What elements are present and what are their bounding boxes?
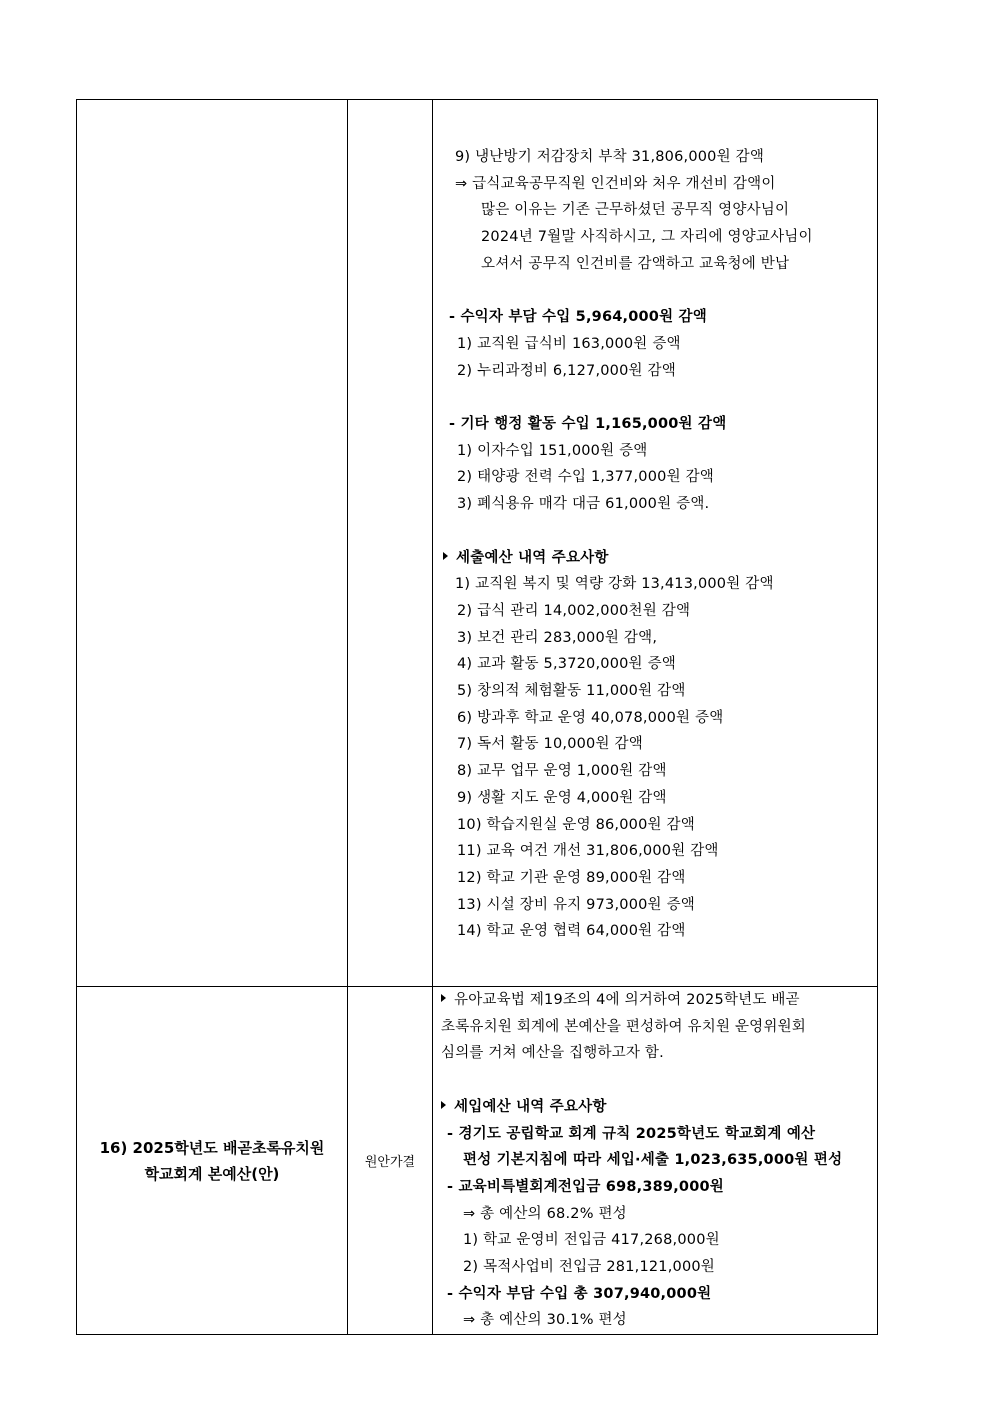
- detail-line: [433, 171, 877, 198]
- detail-line: [433, 278, 877, 305]
- detail-line-text: 9) 냉난방기 저감장치 부착 31,806,000원 감액: [455, 149, 765, 165]
- detail-line: [433, 731, 877, 758]
- detail-line-text: 8) 교무 업무 운영 1,000원 감액: [457, 763, 667, 780]
- agenda-title-cell-empty: [77, 100, 348, 987]
- details-content: [433, 987, 877, 1334]
- detail-line: [433, 1201, 877, 1228]
- detail-line-text: 1) 교직원 복지 및 역량 강화 13,413,000원 감액: [455, 576, 774, 593]
- status-cell-empty: [348, 100, 433, 987]
- detail-line-text: ⇒ 총 예산의 30.1% 편성: [463, 1312, 627, 1329]
- detail-line: [433, 1040, 877, 1067]
- detail-line-text: 3) 보건 관리 283,000원 감액,: [457, 629, 658, 646]
- detail-line: [433, 331, 877, 358]
- detail-line-text: 14) 학교 운영 협력 64,000원 감액: [457, 923, 686, 940]
- detail-line: [433, 678, 877, 705]
- detail-line: [433, 918, 877, 945]
- detail-line: [433, 1227, 877, 1254]
- detail-line: [433, 1254, 877, 1281]
- detail-line: [433, 438, 877, 465]
- detail-line: [433, 865, 877, 892]
- agenda-title-line2: 학교회계 본예산(안): [144, 1164, 280, 1183]
- detail-line-text: 유아교육법 제19조의 4에 의거하여 2025학년도 배곧: [454, 992, 800, 1008]
- detail-line: [433, 987, 877, 1014]
- table-row: [77, 987, 878, 1335]
- detail-line-text: 1) 교직원 급식비 163,000원 증액: [457, 335, 681, 352]
- detail-line: [433, 224, 877, 251]
- detail-line: [433, 491, 877, 518]
- agenda-title-line1: 16) 2025학년도 배곧초록유치원: [99, 1138, 325, 1157]
- detail-line-text: 7) 독서 활동 10,000원 감액: [457, 736, 643, 753]
- detail-line: [433, 838, 877, 865]
- detail-line-text: - 수익자 부담 수입 총 307,940,000원: [447, 1285, 712, 1302]
- details-cell: [433, 100, 878, 987]
- detail-line-text: 세출예산 내역 주요사항: [456, 549, 609, 566]
- detail-line: [433, 518, 877, 545]
- detail-line: [433, 358, 877, 385]
- bullet-triangle-icon: [441, 994, 446, 1002]
- detail-line: [433, 598, 877, 625]
- detail-line: [433, 197, 877, 224]
- detail-line-text: 13) 시설 장비 유지 973,000원 증액: [457, 896, 695, 913]
- details-content: [433, 100, 877, 945]
- detail-line: [433, 545, 877, 572]
- detail-line-text: 초록유치원 회계에 본예산을 편성하여 유치원 운영위원회: [441, 1018, 807, 1035]
- bullet-triangle-icon: [443, 552, 448, 560]
- status-text: 원안가결: [364, 1155, 416, 1171]
- detail-line: [433, 758, 877, 785]
- detail-line-text: 10) 학습지원실 운영 86,000원 감액: [457, 816, 695, 833]
- detail-line: [433, 144, 877, 171]
- detail-line-text: 2024년 7월말 사직하시고, 그 자리에 영양교사님이: [481, 229, 813, 246]
- table-row: [77, 100, 878, 987]
- detail-line: [433, 812, 877, 839]
- detail-line: [433, 384, 877, 411]
- detail-line-text: - 수익자 부담 수입 5,964,000원 감액: [449, 309, 707, 326]
- detail-line-text: 11) 교육 여건 개선 31,806,000원 감액: [457, 843, 719, 860]
- detail-line: [433, 1281, 877, 1308]
- agenda-title-cell: [77, 987, 348, 1335]
- bullet-triangle-icon: [441, 1101, 446, 1109]
- detail-line-text: 9) 생활 지도 운영 4,000원 감액: [457, 789, 667, 806]
- detail-line: [433, 785, 877, 812]
- detail-line: [433, 625, 877, 652]
- status-cell: [348, 987, 433, 1335]
- detail-line-text: 오셔서 공무직 인건비를 감액하고 교육청에 반납: [481, 255, 790, 272]
- minutes-table: [76, 99, 878, 1335]
- detail-line: [433, 411, 877, 438]
- detail-line-text: 1) 이자수입 151,000원 증액: [457, 442, 648, 459]
- detail-line-text: ⇒ 급식교육공무직원 인건비와 처우 개선비 감액이: [455, 175, 776, 192]
- detail-line-text: 3) 폐식용유 매각 대금 61,000원 증액.: [457, 496, 710, 513]
- detail-line-text: 많은 이유는 기존 근무하셨던 공무직 영양사님이: [481, 202, 790, 219]
- detail-line-text: ⇒ 총 예산의 68.2% 편성: [463, 1205, 627, 1222]
- detail-line: [433, 892, 877, 919]
- detail-line-text: 2) 목적사업비 전입금 281,121,000원: [463, 1259, 716, 1276]
- detail-line-text: 6) 방과후 학교 운영 40,078,000원 증액: [457, 709, 724, 726]
- detail-line-text: 5) 창의적 체험활동 11,000원 감액: [457, 683, 686, 700]
- detail-line-text: 2) 누리과정비 6,127,000원 감액: [457, 362, 676, 379]
- detail-line-text: 편성 기본지침에 따라 세입·세출 1,023,635,000원 편성: [463, 1152, 843, 1169]
- detail-line-text: 1) 학교 운영비 전입금 417,268,000원: [463, 1232, 720, 1249]
- detail-line: [433, 1174, 877, 1201]
- detail-line: [433, 1307, 877, 1334]
- detail-line: [433, 1094, 877, 1121]
- detail-line: [433, 1067, 877, 1094]
- detail-line-text: 세입예산 내역 주요사항: [454, 1098, 607, 1115]
- detail-line: [433, 304, 877, 331]
- details-cell: [433, 987, 878, 1335]
- detail-line: [433, 1014, 877, 1041]
- detail-line-text: 2) 태양광 전력 수입 1,377,000원 감액: [457, 469, 714, 486]
- detail-line: [433, 251, 877, 278]
- detail-line-text: 12) 학교 기관 운영 89,000원 감액: [457, 869, 686, 886]
- detail-line-text: - 경기도 공립학교 회계 규칙 2025학년도 학교회계 예산: [447, 1125, 816, 1142]
- detail-line: [433, 1147, 877, 1174]
- detail-line: [433, 464, 877, 491]
- detail-line-text: - 기타 행정 활동 수입 1,165,000원 감액: [449, 416, 727, 432]
- detail-line-text: 4) 교과 활동 5,3720,000원 증액: [457, 656, 676, 673]
- detail-line-text: 2) 급식 관리 14,002,000천원 감액: [457, 602, 691, 619]
- detail-line: [433, 571, 877, 598]
- detail-line: [433, 1121, 877, 1148]
- detail-line: [433, 651, 877, 678]
- detail-line: [433, 705, 877, 732]
- detail-line-text: - 교육비특별회계전입금 698,389,000원: [447, 1178, 725, 1195]
- detail-line-text: 심의를 거쳐 예산을 집행하고자 함.: [441, 1045, 664, 1062]
